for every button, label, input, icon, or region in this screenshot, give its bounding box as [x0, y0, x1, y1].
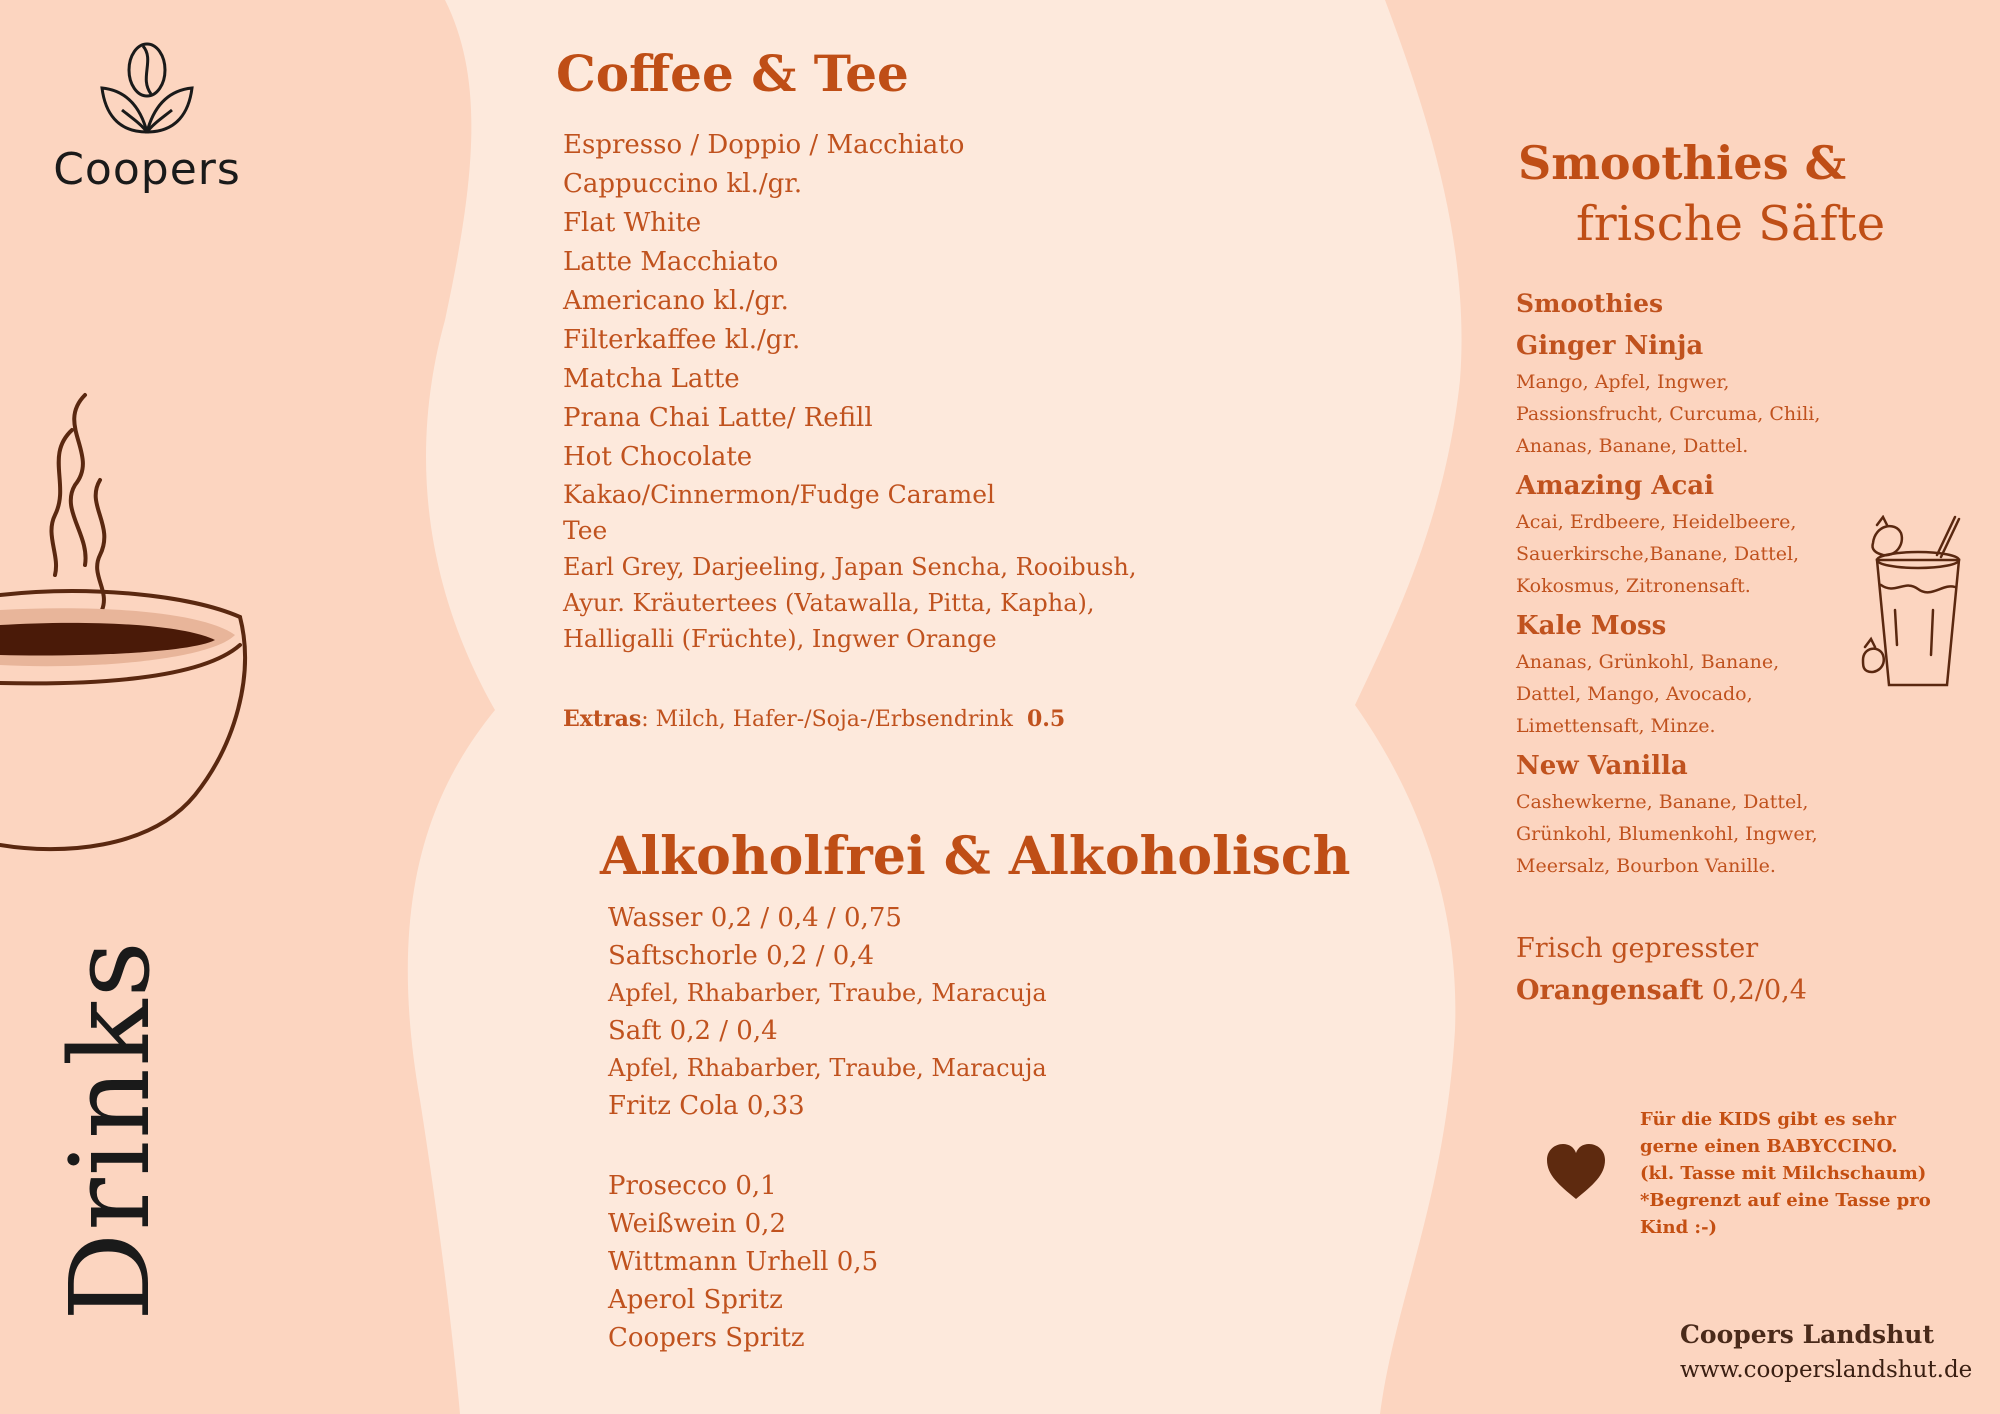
coffee-cup-icon	[0, 385, 260, 865]
kids-note-line: *Begrenzt auf eine Tasse pro	[1640, 1190, 1931, 1211]
brand-name: Coopers	[53, 144, 241, 195]
smoothie-ingredients: Grünkohl, Blumenkohl, Ingwer,	[1516, 823, 1818, 845]
extras-price: 0.5	[1026, 706, 1066, 732]
orange-juice-line2	[1516, 970, 1807, 1012]
list-item: Weißwein 0,2	[608, 1209, 786, 1239]
list-item: Ayur. Kräutertees (Vatawalla, Pitta, Kapha),	[563, 589, 1095, 617]
kids-note-line: Kind :-)	[1640, 1217, 1718, 1238]
kids-note	[1640, 1106, 1970, 1241]
list-item: Prosecco 0,1	[608, 1171, 777, 1201]
smoothie-ingredients: Ananas, Grünkohl, Banane,	[1516, 651, 1780, 673]
smoothies-title-line2: frische Säfte	[1576, 196, 1886, 252]
list-item: Kakao/Cinnermon/Fudge Caramel	[563, 480, 996, 509]
heart-icon	[1545, 1143, 1607, 1201]
list-item: Apfel, Rhabarber, Traube, Maracuja	[608, 1054, 1047, 1082]
orange-juice-line1: Frisch gepresster	[1516, 933, 1759, 964]
kids-note-line: gerne einen BABYCCINO.	[1640, 1136, 1898, 1157]
orange-juice-block	[1516, 928, 1807, 1012]
kids-note-line: (kl. Tasse mit Milchschaum)	[1640, 1163, 1927, 1184]
smoothie-ingredients: Cashewkerne, Banane, Dattel,	[1516, 791, 1809, 813]
extras-text: : Milch, Hafer-/Soja-/Erbsendrink	[641, 707, 1013, 732]
list-item: Tee	[563, 516, 608, 545]
smoothie-ingredients: Sauerkirsche,Banane, Dattel,	[1516, 543, 1800, 565]
list-item: Saftschorle 0,2 / 0,4	[608, 941, 875, 971]
list-item: Wasser 0,2 / 0,4 / 0,75	[608, 903, 902, 933]
coffee-bean-leaves-icon	[97, 40, 197, 140]
smoothie-name: Kale Moss	[1516, 611, 1667, 641]
smoothie-ingredients: Limettensaft, Minze.	[1516, 715, 1716, 737]
smoothie-ingredients: Acai, Erdbeere, Heidelbeere,	[1516, 511, 1797, 533]
smoothie-name: Ginger Ninja	[1516, 331, 1704, 361]
kids-note-line: Für die KIDS gibt es sehr	[1640, 1109, 1896, 1130]
smoothie-name: New Vanilla	[1516, 751, 1688, 781]
list-item: Saft 0,2 / 0,4	[608, 1016, 778, 1046]
coffee-section-title: Coffee & Tee	[556, 44, 909, 103]
list-item: Prana Chai Latte/ Refill	[563, 403, 873, 433]
smoothie-ingredients: Ananas, Banane, Dattel.	[1516, 435, 1749, 457]
footer-name: Coopers Landshut	[1680, 1320, 1934, 1349]
list-item: Latte Macchiato	[563, 247, 779, 277]
orange-juice-sizes: 0,2/0,4	[1703, 975, 1807, 1006]
list-item: Coopers Spritz	[608, 1323, 805, 1353]
list-item: Matcha Latte	[563, 364, 740, 394]
coffee-list	[563, 126, 1137, 657]
smoothies-list	[1516, 286, 1876, 882]
alcohol-list	[608, 899, 1047, 1357]
extras-label: Extras	[563, 706, 642, 732]
smoothie-ingredients: Passionsfrucht, Curcuma, Chili,	[1516, 403, 1821, 425]
smoothie-ingredients: Meersalz, Bourbon Vanille.	[1516, 855, 1776, 877]
list-item: Americano kl./gr.	[563, 286, 789, 316]
extras-line	[563, 706, 1065, 732]
alcohol-section-title: Alkoholfrei & Alkoholisch	[600, 826, 1351, 887]
smoothie-ingredients: Kokosmus, Zitronensaft.	[1516, 575, 1751, 597]
brand-block	[52, 40, 242, 195]
orange-juice-name: Orangensaft	[1516, 975, 1704, 1006]
list-item: Earl Grey, Darjeeling, Japan Sencha, Rooibush,	[563, 553, 1137, 581]
smoothies-section-label: Smoothies	[1516, 289, 1664, 318]
list-item: Apfel, Rhabarber, Traube, Maracuja	[608, 979, 1047, 1007]
side-label-drinks: Drinks	[46, 939, 174, 1321]
list-item: Filterkaffee kl./gr.	[563, 325, 801, 355]
list-item: Cappuccino kl./gr.	[563, 169, 803, 199]
list-item: Halligalli (Früchte), Ingwer Orange	[563, 625, 997, 653]
list-spacer	[608, 1125, 1047, 1167]
smoothies-title-line1: Smoothies &	[1518, 136, 1847, 190]
list-item: Espresso / Doppio / Macchiato	[563, 130, 965, 160]
smoothie-name: Amazing Acai	[1516, 471, 1715, 501]
list-item: Wittmann Urhell 0,5	[608, 1247, 879, 1277]
list-item: Fritz Cola 0,33	[608, 1091, 805, 1121]
smoothie-ingredients: Mango, Apfel, Ingwer,	[1516, 371, 1730, 393]
smoothie-ingredients: Dattel, Mango, Avocado,	[1516, 683, 1753, 705]
list-item: Aperol Spritz	[608, 1285, 783, 1315]
list-item: Flat White	[563, 208, 702, 238]
smoothie-glass-icon	[1855, 515, 1975, 695]
list-item: Hot Chocolate	[563, 442, 753, 472]
footer-url[interactable]: www.cooperslandshut.de	[1680, 1357, 1973, 1383]
